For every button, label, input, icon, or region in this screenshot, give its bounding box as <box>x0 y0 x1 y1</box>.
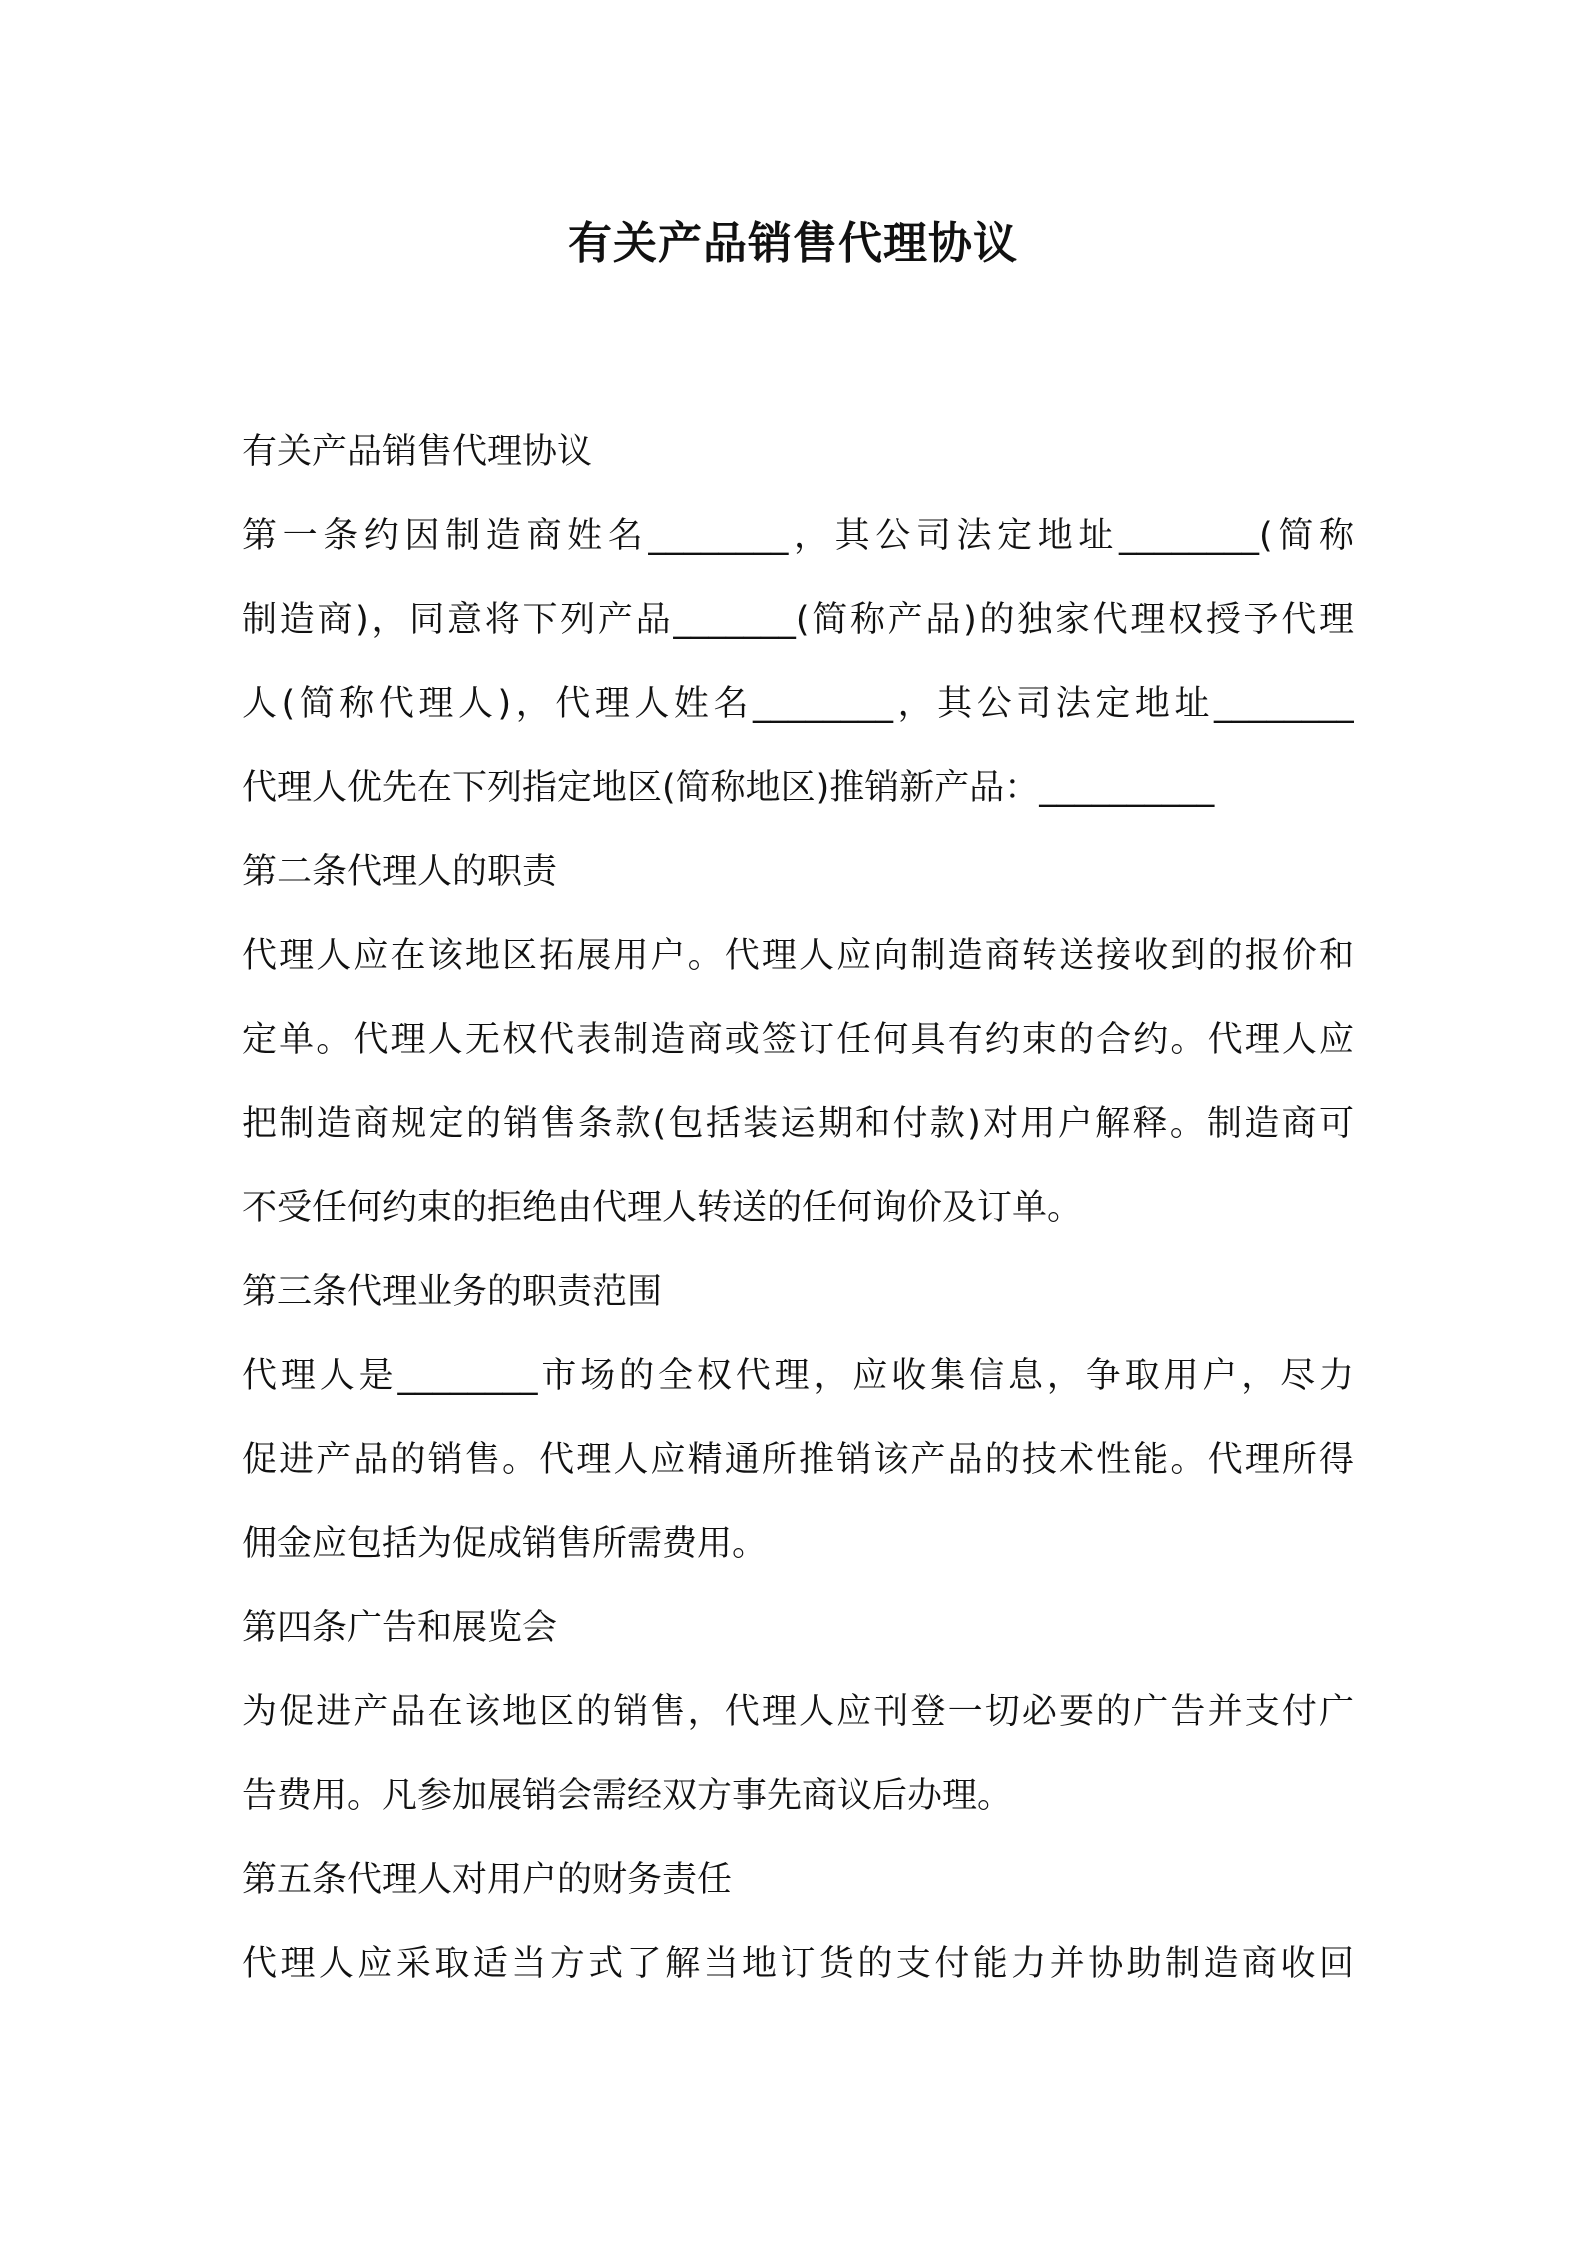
article-4-line-2: 告费用。凡参加展销会需经双方事先商议后办理。 <box>242 1776 1013 1816</box>
article-4-heading: 第四条广告和展览会 <box>242 1608 558 1648</box>
article-3-line-2: 促进产品的销售。代理人应精通所推销该产品的技术性能。代理所得 <box>242 1440 1354 1480</box>
article-5-heading: 第五条代理人对用户的财务责任 <box>242 1860 733 1900</box>
document-title: 有关产品销售代理协议 <box>568 218 1018 269</box>
article-2-line-2: 定单。代理人无权代表制造商或签订任何具有约束的合约。代理人应 <box>242 1020 1354 1060</box>
article-1-line-4: 代理人优先在下列指定地区(简称地区)推销新产品：__________ <box>242 768 1215 808</box>
article-1-line-2: 制造商)，同意将下列产品_______(简称产品)的独家代理权授予代理 <box>242 600 1354 640</box>
body-heading: 有关产品销售代理协议 <box>242 432 593 472</box>
article-2-line-3: 把制造商规定的销售条款(包括装运期和付款)对用户解释。制造商可 <box>242 1104 1354 1144</box>
article-2-line-1: 代理人应在该地区拓展用户。代理人应向制造商转送接收到的报价和 <box>242 936 1354 976</box>
article-2-heading: 第二条代理人的职责 <box>242 852 558 892</box>
article-1-line-3: 人(简称代理人)，代理人姓名________，其公司法定地址________ <box>242 684 1354 724</box>
article-3-line-3: 佣金应包括为促成销售所需费用。 <box>242 1524 768 1564</box>
article-1-line-1: 第一条约因制造商姓名________，其公司法定地址________(简称 <box>242 516 1354 556</box>
article-4-line-1: 为促进产品在该地区的销售，代理人应刊登一切必要的广告并支付广 <box>242 1692 1354 1732</box>
article-3-heading: 第三条代理业务的职责范围 <box>242 1272 663 1312</box>
article-3-line-1: 代理人是________市场的全权代理，应收集信息，争取用户，尽力 <box>242 1356 1354 1396</box>
article-5-line-1: 代理人应采取适当方式了解当地订货的支付能力并协助制造商收回 <box>242 1944 1354 1984</box>
article-2-line-4: 不受任何约束的拒绝由代理人转送的任何询价及订单。 <box>242 1188 1083 1228</box>
document-body <box>242 410 1354 2006</box>
